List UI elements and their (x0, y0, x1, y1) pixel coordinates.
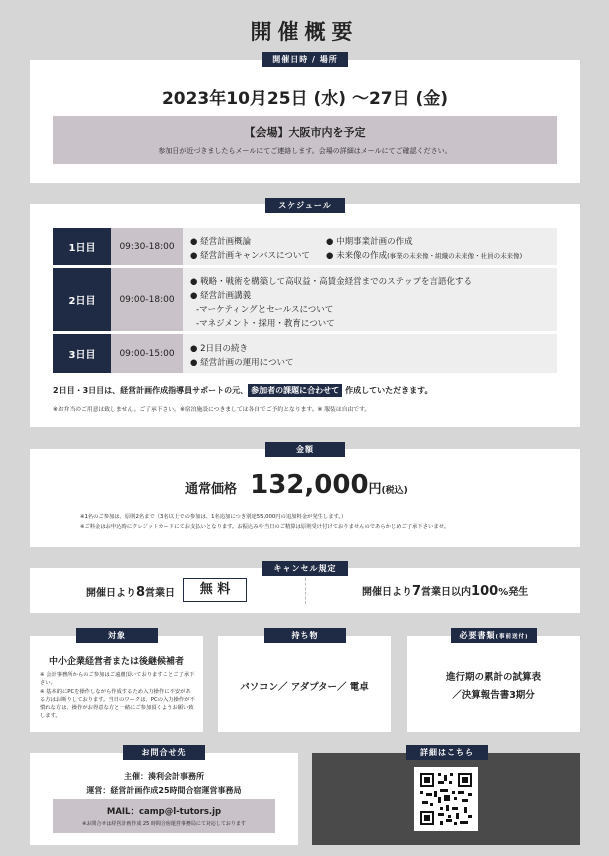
price-unit: 円 (368, 482, 382, 497)
schedule-row-day2 (53, 268, 557, 331)
day-label: 3日目 (53, 334, 111, 373)
cancel-divider (305, 578, 306, 604)
contact-mail[interactable]: MAIL：camp@l-tutors.jp (106, 807, 222, 817)
page-title: 開催概要 (250, 20, 359, 44)
schedule-item: -マーケティングとセールスについて (196, 305, 334, 315)
schedule-item-text: ● 未来像の作成 (326, 251, 388, 261)
day-items (183, 334, 557, 373)
cancel-left-pre: 開催日より (86, 588, 136, 599)
date-venue-tag: 開催日時 / 場所 (262, 52, 348, 67)
venue-note: 参加日が近づきましたらメールにてご連絡します。会場の詳細はメールにてご確認ください。 (158, 147, 452, 155)
belongings-tag: 持ち物 (264, 628, 346, 643)
time-range: 09:00-15:00 (111, 334, 183, 373)
schedule-item-sub: (事業の未来像・組織の未来像・社員の未来像) (387, 252, 523, 260)
target-tag: 対象 (76, 628, 158, 643)
price-tag: 金額 (265, 442, 345, 457)
day-items (183, 268, 557, 331)
cancel-right-post: 発生 (508, 587, 529, 598)
price-label: 通常価格 (185, 482, 238, 497)
contact-tag: お問合せ先 (123, 745, 205, 760)
price-line (185, 470, 408, 500)
target-note-2: ※ 基本的にPCを操作しながら作成するため入力操作に不安がある方はお断りしております。当日のワークは、PCの入力操作が不慣れな方は、操作がお得意な方と一緒にご参加頂くようお願い致します。 (40, 689, 195, 719)
event-date: 2023年10月25日 (水) ～27日 (金) (161, 89, 449, 109)
documents-line-1: 進行期の累計の試算表 (445, 672, 541, 683)
schedule-item: ● 中期事業計画の作成 (326, 237, 413, 247)
cancel-left-num: 8 (136, 585, 146, 600)
price-amount: 132,000 (250, 470, 369, 500)
venue-title: 【会場】大阪市内を予定 (244, 126, 366, 139)
details-tag: 詳細はこちら (406, 745, 488, 760)
belongings-text: パソコン／ アダプター／ 電卓 (240, 682, 369, 693)
time-range: 09:30-18:00 (111, 228, 183, 265)
schedule-item: -マネジメント・採用・教育について (196, 319, 335, 329)
contact-note: ※お問合せは経営計画作成 25 時間合宿運営事務局にて対応しております (82, 821, 246, 827)
schedule-item: ● 経営計画概論 (190, 237, 252, 247)
price-note-2: ※ご料金はお申込時にクレジットカードにてお支払いとなります。お振込みや当日のご精算は原則受け付けておりませんのであらかじめご了承下さいませ。 (80, 524, 450, 530)
contact-line-1: 主催：湊利会計事務所 (124, 772, 204, 781)
schedule-item: ● 2日目の続き (190, 344, 249, 354)
schedule-item (326, 249, 522, 261)
day-label: 2日目 (53, 268, 111, 331)
schedule-item: ● 経営計画の運用について (190, 358, 294, 368)
price-note-1: ※1名のご参加は、原則2名まで（3名以上での参加は、1名追加につき別途55,000円の追加料金が発生します。） (80, 514, 347, 520)
schedule-note (53, 385, 433, 396)
cancel-left-post: 営業日 (145, 588, 176, 599)
qr-code[interactable] (414, 767, 478, 831)
schedule-small-note: ※お弁当のご用意は致しません。ご了承下さい。※宿泊施設につきましては各自でご予約となります。※ 服装は自由です。 (53, 407, 371, 413)
schedule-row-day3 (53, 334, 557, 373)
cancel-right (362, 583, 528, 599)
documents-panel (407, 636, 580, 732)
documents-tag (451, 628, 537, 643)
documents-tag-small: (事前送付) (495, 634, 529, 640)
cancel-free-box: 無 料 (183, 578, 247, 602)
target-note-1: ※ 会計事務所からのご参加はご遠慮頂いておりますことご了承下さい。 (40, 672, 195, 686)
cancel-right-pre: 開催日より (362, 587, 412, 598)
schedule-tag: スケジュール (265, 198, 345, 213)
cancel-right-pctsign: % (498, 587, 509, 598)
price-tax: (税込) (381, 486, 408, 496)
day-label: 1日目 (53, 228, 111, 265)
schedule-row-day1 (53, 228, 557, 265)
cancel-right-num: 7 (412, 584, 422, 599)
qr-code-icon (414, 767, 478, 831)
day-items (183, 228, 557, 265)
schedule-item: ● 経営計画キャンバスについて (190, 251, 310, 261)
schedule-note-pre: 2日目・3日目は、経営計画作成指導員サポートの元、 (53, 386, 249, 395)
schedule-item: ● 経営計画講義 (190, 291, 252, 301)
target-main: 中小企業経営者または後継候補者 (48, 657, 184, 667)
documents-tag-text: 必要書類 (459, 631, 496, 640)
time-range: 09:00-18:00 (111, 268, 183, 331)
contact-line-2: 運営：経営計画作成25時間合宿運営事務局 (86, 786, 242, 795)
schedule-item: ● 戦略・戦術を構築して高収益・高賃金経営までのステップを言語化する (190, 277, 472, 287)
cancel-right-pct: 100 (471, 584, 499, 599)
schedule-note-post: 作成していただきます。 (345, 386, 433, 395)
schedule-note-highlight: 参加者の課題に合わせて (248, 384, 342, 397)
documents-line-2: ／決算報告書3期分 (452, 690, 535, 701)
cancel-tag: キャンセル規定 (262, 561, 348, 576)
cancel-right-mid: 営業日以内 (421, 587, 472, 598)
cancel-left (86, 584, 175, 600)
